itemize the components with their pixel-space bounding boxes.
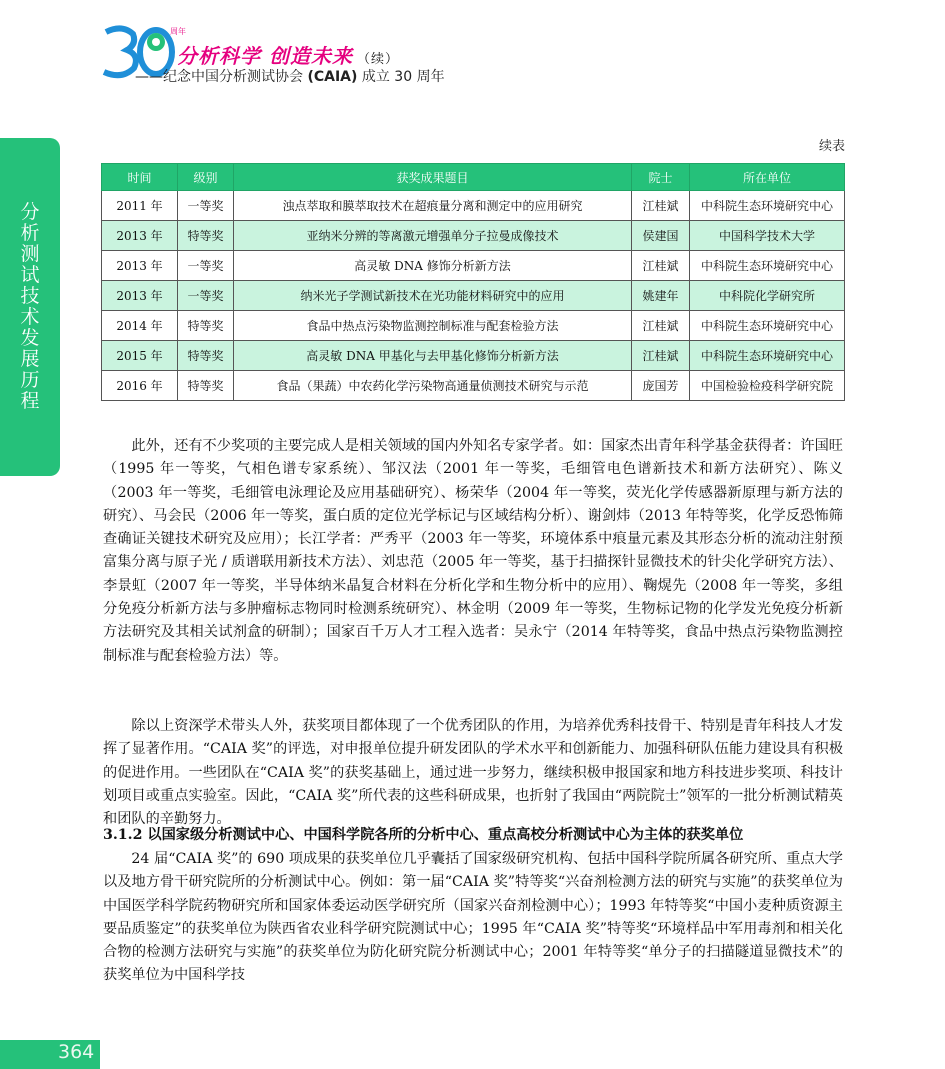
side-tab-char: 分 xyxy=(20,201,40,223)
table-cell: 2013 年 xyxy=(102,221,178,251)
column-header: 院士 xyxy=(632,164,690,191)
table-cell: 中科院生态环境研究中心 xyxy=(690,341,845,371)
column-header: 所在单位 xyxy=(690,164,845,191)
table-header-row xyxy=(102,164,845,191)
table-cell: 2013 年 xyxy=(102,251,178,281)
table-cell: 2015 年 xyxy=(102,341,178,371)
table-cell: 纳米光子学测试新技术在光功能材料研究中的应用 xyxy=(234,281,632,311)
header-title xyxy=(177,40,399,69)
table-cell: 高灵敏 DNA 修饰分析新方法 xyxy=(234,251,632,281)
table-row xyxy=(102,221,845,251)
table-cell: 特等奖 xyxy=(178,371,234,401)
subtitle-prefix: ——纪念中国分析测试协会 xyxy=(135,69,308,85)
header-title-text: 分析科学 创造未来 xyxy=(177,44,353,68)
table-cell: 特等奖 xyxy=(178,221,234,251)
table-cell: 中科院化学研究所 xyxy=(690,281,845,311)
chapter-side-tab xyxy=(0,138,60,476)
body-paragraph-2 xyxy=(103,715,843,831)
page-number: 364 xyxy=(58,1041,95,1063)
paragraph-text: 除以上资深学术带头人外，获奖项目都体现了一个优秀团队的作用，为培养优秀科技骨干、特别是青年科技人才发挥了显著作用。“CAIA 奖”的评选，对申报单位提升研发团队的学术水平和创新能力、加强科研队伍能力建设具有积极的促进作用。一些团队在“CAIA 奖”的获奖基础上，通过进一步努力，继续积极申报国家和地方科技进步奖项、科技计划项目或重点实验室。因此，“CAIA 奖”所代表的这些科研成果，也折射了我国由“两院院士”领军的一批分析测试精英和团队的辛勤努力。 xyxy=(103,718,843,828)
table-cell: 中国科学技术大学 xyxy=(690,221,845,251)
body-paragraph-1 xyxy=(103,435,843,668)
table-cell: 江桂斌 xyxy=(632,191,690,221)
table-cell: 2011 年 xyxy=(102,191,178,221)
table-cell: 浊点萃取和膜萃取技术在超痕量分离和测定中的应用研究 xyxy=(234,191,632,221)
side-tab-char: 技 xyxy=(20,285,40,307)
table-cell: 高灵敏 DNA 甲基化与去甲基化修饰分析新方法 xyxy=(234,341,632,371)
side-tab-char: 展 xyxy=(20,348,40,370)
table-cell: 食品中热点污染物监测控制标准与配套检验方法 xyxy=(234,311,632,341)
table-cell: 2014 年 xyxy=(102,311,178,341)
paragraph-text: 24 届“CAIA 奖”的 690 项成果的获奖单位几乎囊括了国家级研究机构、包括中国科学院所属各研究所、重点大学以及地方骨干研究院所的分析测试中心。例如：第一届“CAIA 奖”特等奖“兴奋剂检测方法的研究与实施”的获奖单位为中国医学科学院药物研究所和国家体委运动医学研究所（国家兴奋剂检测中心）；1993 年特等奖“中国小麦种质资源主要品质鉴定”的获奖单位为陕西省农业科学研究院测试中心；1995 年“CAIA 奖”特等奖“环境样品中军用毒剂和相关化合物的检测方法研究与实施”的获奖单位为防化研究院分析测试中心；2001 年特等奖“单分子的扫描隧道显微技术”的获奖单位为中国科学技 xyxy=(103,851,843,984)
body-paragraph-3 xyxy=(103,848,843,988)
paragraph-text: 此外，还有不少奖项的主要完成人是相关领域的国内外知名专家学者。如：国家杰出青年科学基金获得者：许国旺（1995 年一等奖，气相色谱专家系统）、邹汉法（2001 年一等奖，毛细管电色谱新技术和新方法研究）、陈义（2003 年一等奖，毛细管电泳理论及应用基础研究）、杨荣华（2004 年一等奖，荧光化学传感器新原理与新方法的研究）、马会民（2006 年一等奖，蛋白质的定位光学标记与区域结构分析）、谢剑炜（2013 年特等奖，化学反恐怖筛查确证关键技术研究及应用）；长江学者：严秀平（2003 年一等奖，环境体系中痕量元素及其形态分析的流动注射预富集分离与原子光 / 质谱联用新技术方法）、刘忠范（2005 年一等奖，基于扫描探针显微技术的针尖化学研究方法）、李景虹（2007 年一等奖，半导体纳米晶复合材料在分析化学和生物分析中的应用）、鞠熀先（2008 年一等奖，多组分免疫分析新方法与多肿瘤标志物同时检测系统研究）、林金明（2009 年一等奖，生物标记物的化学发光免疫分析新方法研究及其相关试剂盒的研制）；国家百千万人才工程入选者：吴永宁（2014 年特等奖，食品中热点污染物监测控制标准与配套检验方法）等。 xyxy=(103,438,843,664)
table-cell: 江桂斌 xyxy=(632,251,690,281)
table-cell: 江桂斌 xyxy=(632,311,690,341)
page-header xyxy=(100,22,660,85)
column-header: 时间 xyxy=(102,164,178,191)
table-cell: 一等奖 xyxy=(178,281,234,311)
table-cell: 特等奖 xyxy=(178,311,234,341)
column-header: 获奖成果题目 xyxy=(234,164,632,191)
side-tab-char: 术 xyxy=(20,306,40,328)
table-cell: 2013 年 xyxy=(102,281,178,311)
table-cell: 中国检验检疫科学研究院 xyxy=(690,371,845,401)
table-cell: 食品（果蔬）中农药化学污染物高通量侦测技术研究与示范 xyxy=(234,371,632,401)
subtitle-bold: (CAIA) xyxy=(307,69,358,85)
table-body xyxy=(102,191,845,401)
table-cell: 特等奖 xyxy=(178,341,234,371)
column-header: 级别 xyxy=(178,164,234,191)
table-row xyxy=(102,311,845,341)
table-cell: 侯建国 xyxy=(632,221,690,251)
awards-table xyxy=(101,163,845,401)
table-cell: 2016 年 xyxy=(102,371,178,401)
chapter-side-title xyxy=(0,138,60,476)
table-row xyxy=(102,191,845,221)
side-tab-char: 测 xyxy=(20,243,40,265)
table-cell: 江桂斌 xyxy=(632,341,690,371)
table-cell: 中科院生态环境研究中心 xyxy=(690,191,845,221)
side-tab-char: 发 xyxy=(20,327,40,349)
table-cell: 一等奖 xyxy=(178,191,234,221)
table-continued-label: 续表 xyxy=(818,139,845,154)
table-row xyxy=(102,371,845,401)
side-tab-char: 历 xyxy=(20,369,40,391)
section-heading: 3.1.2 以国家级分析测试中心、中国科学院各所的分析中心、重点高校分析测试中心为主体的获奖单位 xyxy=(103,827,744,843)
table-cell: 亚纳米分辨的等离激元增强单分子拉曼成像技术 xyxy=(234,221,632,251)
header-continued: （续） xyxy=(356,52,399,67)
table-cell: 庞国芳 xyxy=(632,371,690,401)
table-cell: 一等奖 xyxy=(178,251,234,281)
table-row xyxy=(102,281,845,311)
side-tab-char: 程 xyxy=(20,390,40,412)
table-row xyxy=(102,341,845,371)
table-cell: 中科院生态环境研究中心 xyxy=(690,311,845,341)
side-tab-char: 析 xyxy=(20,222,40,244)
table-cell: 中科院生态环境研究中心 xyxy=(690,251,845,281)
subtitle-suffix: 成立 30 周年 xyxy=(357,69,445,85)
table-row xyxy=(102,251,845,281)
table-cell: 姚建年 xyxy=(632,281,690,311)
side-tab-char: 试 xyxy=(20,264,40,286)
anniversary-badge: 周年 xyxy=(170,27,186,36)
header-subtitle xyxy=(135,66,445,86)
